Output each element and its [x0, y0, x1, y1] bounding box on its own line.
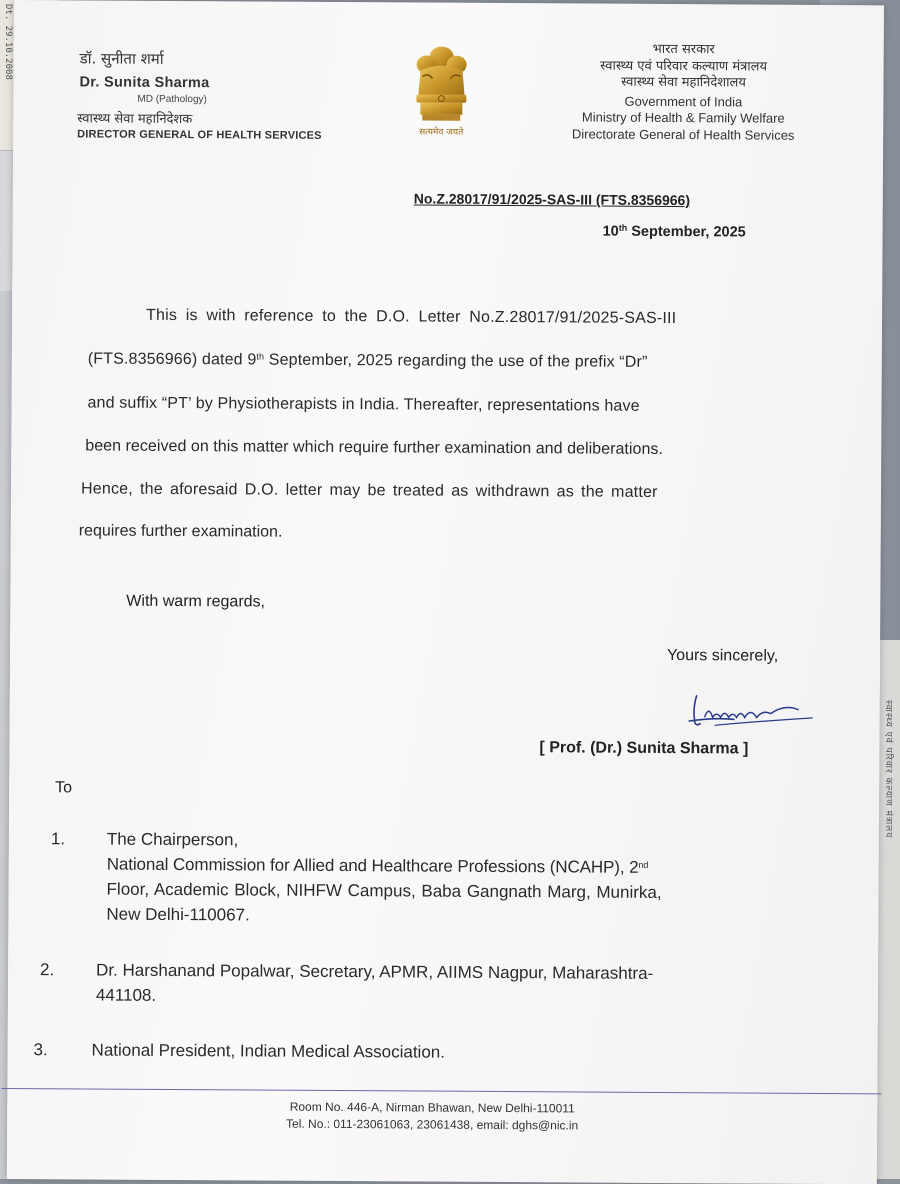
signature-icon	[675, 687, 825, 738]
footer-divider	[1, 1088, 881, 1094]
body-line: been received on this matter which require further examination and deliberations.	[85, 437, 664, 458]
body-line: (FTS.8356966) dated 9th September, 2025 regarding the use of the prefix “Dr”	[87, 350, 648, 371]
reference-number: No.Z.28017/91/2025-SAS-III (FTS.8356966)	[413, 190, 691, 209]
directorate-hindi: स्वास्थ्य सेवा महानिदेशालय	[621, 74, 746, 91]
recipient-number: 2.	[40, 960, 55, 980]
ministry-name: Ministry of Health & Family Welfare	[581, 109, 785, 126]
emblem-motto: सत्यमेव जयते	[419, 127, 464, 138]
recipient-line: The Chairperson,	[106, 829, 239, 850]
recipient-item	[34, 1037, 834, 1068]
body-line: and suffix “PT’ by Physiotherapists in India. Thereafter, representations have	[87, 394, 640, 415]
designation-hindi: स्वास्थ्य सेवा महानिदेशक	[77, 111, 193, 128]
regards-line: With warm regards,	[126, 592, 266, 611]
recipient-line: Dr. Harshanand Popalwar, Secretary, APMR, AIIMS Nagpur, Maharashtra-	[96, 960, 654, 983]
govt-hindi: भारत सरकार	[652, 41, 715, 58]
body-line: Hence, the aforesaid D.O. letter may be treated as withdrawn as the matter	[80, 480, 658, 501]
edge-text: Dt. 29.10.2008	[3, 4, 13, 80]
letter-date: 10th September, 2025	[602, 222, 746, 241]
recipient-item	[50, 826, 851, 931]
signatory-name: [ Prof. (Dr.) Sunita Sharma ]	[539, 739, 749, 758]
body-line: requires further examination.	[78, 522, 283, 541]
to-label: To	[55, 779, 73, 797]
designation: DIRECTOR GENERAL OF HEALTH SERVICES	[77, 128, 322, 142]
footer	[207, 1098, 657, 1135]
national-emblem-icon	[406, 42, 477, 140]
recipient-line: 441108.	[95, 985, 157, 1005]
officer-name: Dr. Sunita Sharma	[79, 74, 210, 92]
ministry-block	[548, 41, 819, 144]
recipient-line: New Delhi-110067.	[106, 904, 250, 925]
officer-qualification: MD (Pathology)	[137, 93, 207, 106]
officer-name-hindi: डॉ. सुनीता शर्मा	[79, 49, 164, 68]
recipient-number: 1.	[50, 829, 66, 849]
govt-name: Government of India	[624, 93, 743, 109]
ministry-hindi: स्वास्थ्य एवं परिवार कल्याण मंत्रालय	[600, 58, 768, 75]
letter-page	[7, 0, 884, 1184]
recipient-number: 3.	[33, 1040, 48, 1060]
footer-address: Room No. 446-A, Nirman Bhawan, New Delhi-110011	[289, 1099, 575, 1116]
edge-text: स्वास्थ्य एवं परिवार कल्याण मंत्रालय	[883, 700, 893, 839]
recipient-line: National Commission for Allied and Healthcare Professions (NCAHP), 2nd	[106, 854, 649, 877]
recipient-line: National President, Indian Medical Association.	[91, 1040, 446, 1062]
directorate-name: Directorate General of Health Services	[571, 125, 795, 143]
closing-line: Yours sincerely,	[666, 647, 779, 665]
recipient-item	[40, 957, 840, 1014]
body-line: This is with reference to the D.O. Letter No.Z.28017/91/2025-SAS-III	[146, 306, 677, 328]
recipient-line: Floor, Academic Block, NIHFW Campus, Baba Gangnath Marg, Munirka,	[106, 879, 662, 902]
footer-contact: Tel. No.: 011-23061063, 23061438, email: dghs@nic.in	[286, 1116, 579, 1133]
